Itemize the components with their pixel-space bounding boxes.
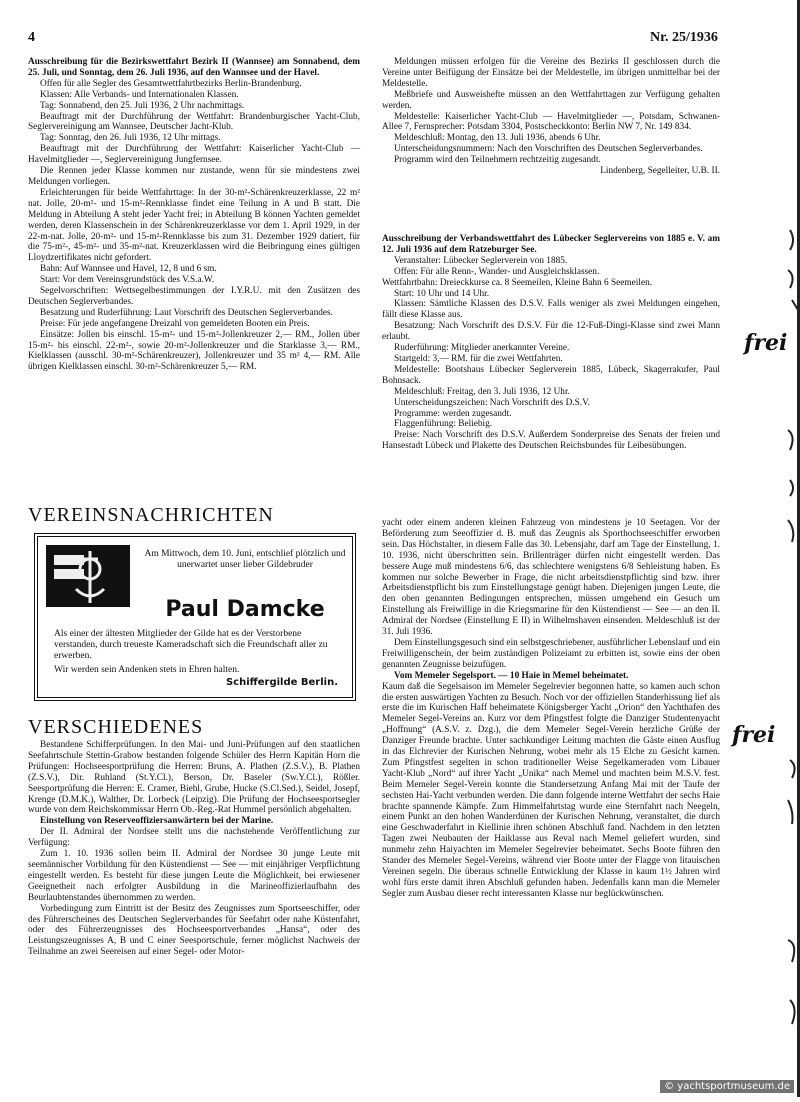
luebeck-bahn: Wettfahrtbahn: Dreieckkurse ca. 8 Seemeilen, Kleine Bahn 6 Seemeilen. <box>382 277 653 288</box>
bezirk-tag-1: Tag: Sonnabend, den 25. Juli 1936, 2 Uhr nachmittags. <box>40 100 245 111</box>
luebeck-flaggen: Flaggenführung: Beliebig. <box>394 419 493 430</box>
reserveoffiziere-intro: Der II. Admiral der Nordsee stellt uns die nachstehende Veröffentlichung zur Verfügung: <box>28 827 360 849</box>
luebeck-meldestelle: Meldestelle: Bootshaus Lübecker Seglerverein 1885, Lübeck, Skagerrakufer, Paul Bohnsack. <box>382 364 720 386</box>
bezirk-einsaetze: Einsätze: Jollen bis einschl. 15-m²- und 15-m²-Jollenkreuzer 2,— RM., Jollen über 15-m²- bis einschl. 22-m²-, sowie 20-m²-Jollenkreuzer und die Starklasse 3,— RM., Kielklassen (ausschl. 30-m²-Schärenkreuzer), Jollenkreuzer und 35 m² 4,— RM. Alle übrigen Kielklassen einschl. 30-m²-Schärenkreuzer 5,— RM. <box>28 329 360 373</box>
bezirk-start: Start: Vor dem Vereinsgrundstück des V.S.a.W. <box>40 275 215 286</box>
luebeck-unterscheidung: Unterscheidungszeichen: Nach Vorschrift des D.S.V. <box>394 397 590 408</box>
luebeck-preise: Preise: Nach Vorschrift des D.S.V. Außerdem Sonderpreise des Senats der freien und Hansestadt Lübeck und Plakette des Deutschen Reichsbundes für Leibesübungen. <box>382 430 720 452</box>
bezirk-beauftragt-1: Beauftragt mit der Durchführung der Wettfahrt: Brandenburgischer Yacht-Club, Seglervereinigung am Wannsee, Deutscher Jacht-Klub. <box>28 111 360 133</box>
meldungen-block <box>382 57 720 177</box>
bezirk-announcement <box>28 57 360 373</box>
bezirk-erleichterungen: Erleichterungen für beide Wettfahrttage: In der 30-m²-Schärenkreuzerklasse, 22 m² nat. Jolle, 20-m²- und 15-m²-Rennklasse findet eine Teilung in A und B statt. Die Meldung in Abteilung A steht jeder Yacht frei; in Abteilung B können Yachten gemeldet werden, deren Klassenschein in der Schärenkreuzerklasse vor dem 1. April 1929, in der 22-m-nat. Jolle, 20-m²- und 15-m²-Rennklasse bis zum 31. Dezember 1929 datiert, für die 75-m²-, 45-m²- und 35-m²-nat. Kreuzerklassen wird die Beibringung eines gültigen Lloydzertifikates nicht gefordert. <box>28 187 360 264</box>
margin-note-2: frei <box>732 722 776 748</box>
obituary-box <box>34 533 356 701</box>
reserveoffiziere-heading: Einstellung von Reserveoffiziersanwärtern bei der Marine. <box>40 816 274 827</box>
messbriefe-text: Meßbriefe und Ausweishefte müssen an den Wettfahrttagen zur Verfügung gehalten werden. <box>382 89 720 111</box>
bezirk-offen: Offen für alle Segler des Gesamtwettfahrtbezirks Berlin-Brandenburg. <box>40 78 302 89</box>
section-verschiedenes: VERSCHIEDENES <box>28 716 204 738</box>
watermark: © yachtsportmuseum.de <box>660 1080 794 1093</box>
meldungen-text: Meldungen müssen erfolgen für die Vereine des Bezirks II geschlossen durch die Vereine unter Beifügung der Einsätze bei der Meldestelle, im übrigen unmittelbar bei der Meldestelle. <box>382 57 720 89</box>
bezirk-rennen: Die Rennen jeder Klasse kommen nur zustande, wenn für sie mindestens zwei Meldungen vorliegen. <box>28 166 360 187</box>
luebeck-offen: Offen: Für alle Renn-, Wander- und Ausgleichsklassen. <box>394 266 600 277</box>
bezirk-klassen: Klassen: Alle Verbands- und Internationalen Klassen. <box>40 89 239 100</box>
obituary-text: Als einer der ältesten Mitglieder der Gilde hat es der Verstorbene verstanden, durch treueste Kameradschaft sich die Freundschaft aller zu erwerben. <box>54 629 328 661</box>
vorbedingung-text: Vorbedingung zum Eintritt ist der Besitz des Zeugnisses zum Sportseeschiffer, oder des Führerscheines des Deutschen Seglerverbandes für Seefahrt oder nahe Küstenfahrt, oder des Führerzeugnisses des Hochseesportverbandes „Hansa“, oder des Leistungszeugnisses A, B und C einer Seesportschule, ferner möglichst Nachweis der Teilnahme an zwei Seereisen auf einer Segel- oder Motor- <box>28 903 360 958</box>
reserveoffiziere-continued: yacht oder einem anderen kleinen Fahrzeug von mindestens je 10 Seetagen. Vor der Beförderung zum Seeoffizier d. B. muß das Zeugnis als Sporthochseeschiffer erworben sein. Das Höchstalter, in diesem Falle das 30. Lebensjahr, darf am Tage der Einstellung, 1. 10. 1936, nicht überschritten sein. Brillenträger dürfen nicht eingestellt werden. Das bessere Auge muß mindestens 6/6, das schlechtere wenigstens 6/8 Sehleistung haben. Es kommen nur solche Bewerber in Frage, die nicht arbeitsdienstpflichtig sind bzw. ihrer Arbeitsdienstpflicht bis zum Einstellungstage genügt haben. Diejenigen jungen Leute, die den oben genannten Bedingungen entsprechen, müssen umgehend ein Gesuch um Einstellung als Freiwillige in die Kriegsmarine für den Küstendienst — See — an den II. Admiral der Nordsee (Einstellung E II) in Wilhelmshaven einsenden. Meldeschluß ist der 31. Juli 1936. <box>382 518 720 638</box>
luebeck-besatzung: Besatzung: Nach Vorschrift des D.S.V. Für die 12-Fuß-Dingi-Klasse sind zwei Mann erlaubt. <box>382 321 720 343</box>
obituary-signature: Schiffergilde Berlin. <box>225 677 338 688</box>
obituary-name: Paul Damcke <box>165 597 325 622</box>
bezirk-beauftragt-2: Beauftragt mit der Durchführung der Wettfahrt: Kaiserlicher Yacht-Club — Havelmitglieder —, Seglervereinigung Jungfernsee. <box>28 144 360 166</box>
bezirk-segelvorschriften: Segelvorschriften: Wettsegelbestimmungen der I.Y.R.U. mit den Zusätzen des Deutschen Seglerverbandes. <box>28 286 360 307</box>
issue-number: Nr. 25/1936 <box>650 30 718 45</box>
programm-text: Programm wird den Teilnehmern rechtzeitig zugesandt. <box>394 155 601 166</box>
unterscheidung-text: Unterscheidungsnummern: Nach den Vorschriften des Deutschen Seglerverbandes. <box>394 144 703 155</box>
luebeck-startgeld: Startgeld: 3,— RM. für die zwei Wettfahrten. <box>394 353 563 364</box>
verschiedenes-left <box>28 740 360 958</box>
meldungen-signature: Lindenberg, Segelleiter, U.B. II. <box>600 166 720 177</box>
verschiedenes-right <box>382 518 720 900</box>
bezirk-tag-2: Tag: Sonntag, den 26. Juli 1936, 12 Uhr mittags. <box>40 133 221 144</box>
obituary-memory: Wir werden sein Andenken stets in Ehren halten. <box>54 665 240 675</box>
einstellungsgesuch-text: Dem Einstellungsgesuch sind ein selbstgeschriebener, ausführlicher Lebenslauf und ein Freiwilligenschein, der beim zuständigen Polizeiamt zu erbitten ist, sowie eins der oben genannten Zeugnisse beizufügen. <box>382 637 720 670</box>
bezirk-bahn: Bahn: Auf Wannsee und Havel, 12, 8 und 6 sm. <box>40 264 217 275</box>
meldeschluss-text: Meldeschluß: Montag, den 13. Juli 1936, abends 6 Uhr. <box>394 133 601 144</box>
memel-heading: Vom Memeler Segelsport. — 10 Haie in Memel beheimatet. <box>394 670 629 681</box>
anchor-flag-icon <box>46 545 130 607</box>
margin-note-1: frei <box>744 330 788 356</box>
luebeck-title: Ausschreibung der Verbandswettfahrt des Lübecker Seglervereins von 1885 e. V. am 12. Juli 1936 auf dem Ratzeburger See. <box>382 234 720 255</box>
luebeck-start: Start: 10 Uhr und 14 Uhr. <box>394 288 490 299</box>
memel-text: Kaum daß die Segelsaison im Memeler Segelrevier begonnen hatte, so kamen auch schon die ersten auswärtigen Yachten zu Besuch. Noch vor der offiziellen Standerhissung lief als erste die im Kurischen Haff beheimatete Königsberger Yacht „Orion“ den Yachthafen des Memeler Segel-Vereins an. Kurz vor dem Pfingstfest folgte die Danziger Studentenyacht „Hoffnung“ (A.S.V. z. Dzg.), die dem Memeler Segel-Verein herzliche Grüße der Danziger Freunde brachte. Unter sachkundiger Leitung machten die Gäste einen Ausflug in das Elchrevier der Kurischen Nehrung, wobei mehr als 15 Elche zu Gesicht kamen. Zum Pfingstfest segelten in schon traditioneller Weise Segelkameraden vom Libauer Yacht-Klub „Nord“ auf ihrer Yacht „Unika“ nach Memel und machten beim M.S.V. fest. Beim Memeler Segel-Verein konnte die Standersetzung Anfang Mai mit der Taufe der sechsten Hai-Yacht verbunden werden. Die dann folgende interne Wettfahrt der sechs Haie brachte spannende Kämpfe. Zum Himmelfahrtstag wurde eine Sternfahrt nach Neegeln, einem Punkt an den hohen Wanderdünen der Kurischen Nehrung, veranstaltet, die durch eine Geschwaderfahrt in Kiellinie ihren schönen Abschluß fand. Nachdem in den letzten Tagen zwei Neubauten der Haiklasse aus Reval nach Memel geliefert wurden, sind nunmehr zehn Haiyachten im Memeler Segelrevier beheimatet. Sechs Boote führen den Stander des Memeler Segel-Vereins, während vier Boote unter der Flagge von litauischen Vereinen segeln. Die überaus schnelle Entwicklung der Klasse in kaum 1½ Jahren wird wohl fürs erste damit ihren Abschluß gefunden haben. Jedenfalls kann man die Memeler Segler zum Ausbau dieser recht interessanten Klasse nur beglückwünschen. <box>382 681 720 899</box>
bezirk-besatzung: Besatzung und Ruderführung: Laut Vorschrift des Deutschen Seglerverbandes. <box>40 307 333 318</box>
luebeck-veranstalter: Veranstalter: Lübecker Seglerverein von 1885. <box>394 255 568 266</box>
luebeck-programme: Programme: werden zugesandt. <box>394 408 512 419</box>
page-number: 4 <box>28 30 35 45</box>
annotation-margin <box>742 0 800 1097</box>
luebeck-klassen: Klassen: Sämtliche Klassen des D.S.V. Falls weniger als zwei Meldungen eingehen, fällt diese Klasse aus. <box>382 299 720 321</box>
obituary-intro: Am Mittwoch, dem 10. Juni, entschlief plötzlich und unerwartet unser lieber Gildebruder <box>144 549 346 570</box>
luebeck-ruderfuehrung: Ruderführung: Mitglieder anerkannter Vereine. <box>394 343 570 354</box>
bezirk-title: Ausschreibung für die Bezirkswettfahrt Bezirk II (Wannsee) am Sonnabend, dem 25. Juli, und Sonntag, dem 26. Juli 1936, auf den Wannsee und der Havel. <box>28 57 360 78</box>
obituary-body <box>54 629 344 676</box>
bezirk-preise: Preise: Für jede angefangene Dreizahl von gemeldeten Booten ein Preis. <box>40 318 310 329</box>
luebeck-meldeschluss: Meldeschluß: Freitag, den 3. Juli 1936, 12 Uhr. <box>394 386 570 397</box>
section-vereinsnachrichten: VEREINSNACHRICHTEN <box>28 504 274 526</box>
schifferpruefungen-text: Bestandene Schifferprüfungen. In den Mai- und Juni-Prüfungen auf den staatlichen Seefahrtschule Stettin-Grabow bestanden folgende Schüler des Herrn Kapitän Horn die Prüfungen: Hochseesportprüfung die Herren: Bruns, A. Plathen (Z.S.V.), B. Plathen (Z.S.V.), Dir. Ruhland (St.Y.Cl.), Berson, Dr. Baseler (Sw.Y.Cl.), Rößler. Seesportprüfung die Herren: E. Cramer, Biehl, Grube, Hucke (S.Cl.Sed.), Seidel, Josepf, Krenge (D.M.K.), Walther, Dr. Lorbeck (Leipzig). Die Prüfung der Hochseesportsegler wurde von dem Reichskommissar Herrn Ob.-Reg.-Rat Hummel persönlich abgehalten. <box>28 740 360 816</box>
meldestelle-text: Meldestelle: Kaiserlicher Yacht-Club — Havelmitglieder —, Potsdam, Schwanen-Allee 7, Fernsprecher: Potsdam 3304, Postscheckkonto: Berlin NW 7, Nr. 149 834. <box>382 111 720 133</box>
luebeck-announcement <box>382 234 720 452</box>
reserveoffiziere-text: Zum 1. 10. 1936 sollen beim II. Admiral der Nordsee 30 junge Leute mit seemännischer Vorbildung für den Küstendienst — See — mit einjähriger Verpflichtung eingestellt werden. Es besteht für diese jungen Leute die Möglichkeit, bei erwiesener Geeignetheit nach erfolgter Ausbildung in die Marineoffizierlaufbahn des Beurlaubtenstandes übernommen zu werden. <box>28 849 360 903</box>
